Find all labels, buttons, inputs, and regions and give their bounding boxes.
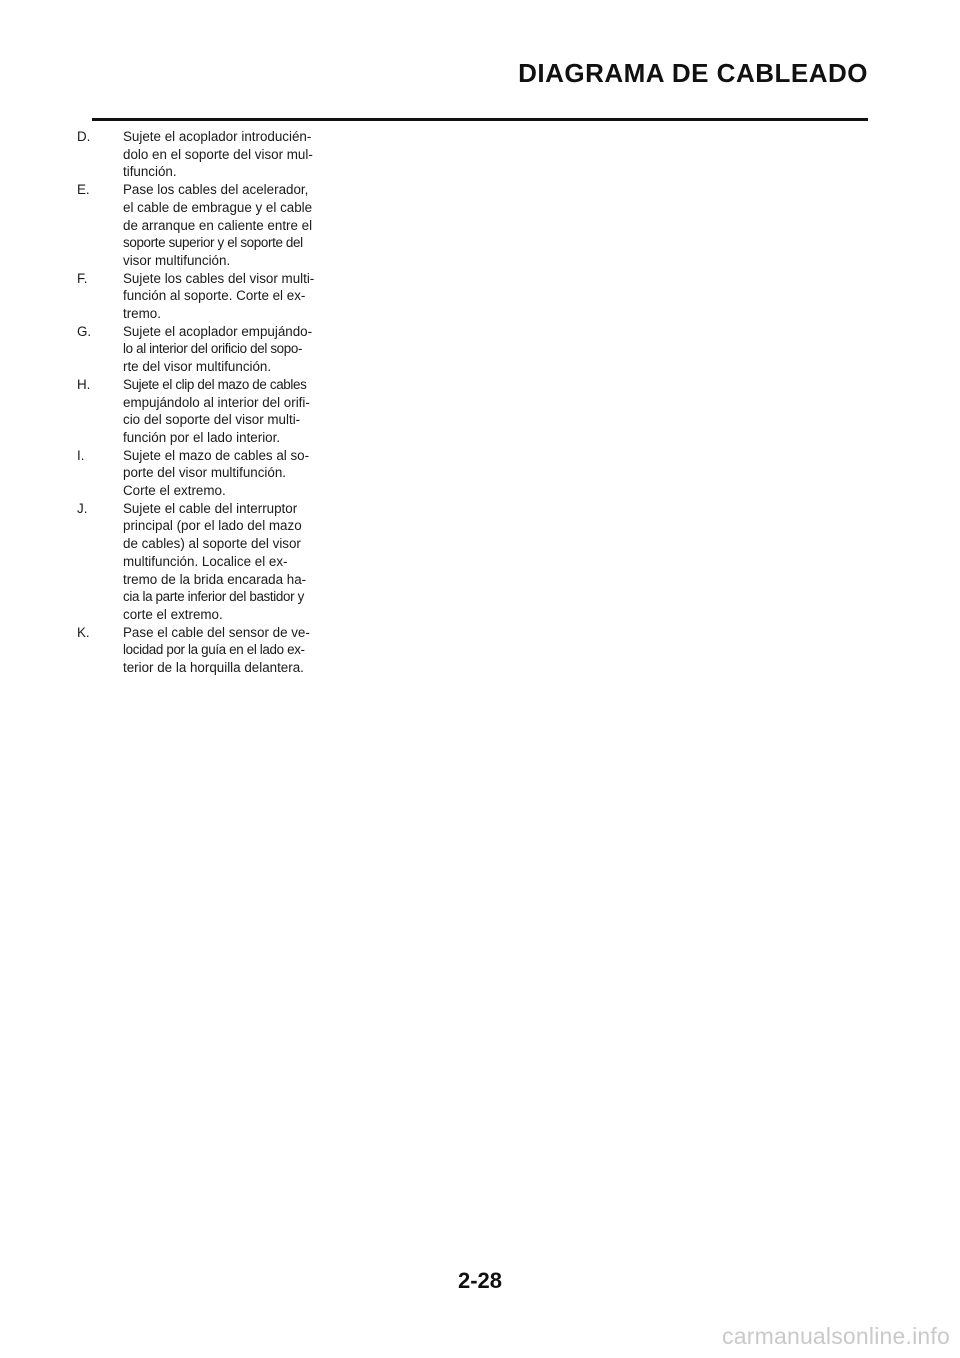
instruction-line: empujándolo al interior del orifi-	[123, 394, 310, 410]
watermark: carmanualsonline.info	[722, 1323, 950, 1349]
instruction-line: multifunción. Localice el ex-	[123, 553, 288, 569]
instruction-letter: F.	[77, 270, 88, 286]
instruction-letter: I.	[77, 447, 85, 463]
instruction-line: tremo.	[123, 306, 161, 322]
instruction-letter: H.	[77, 376, 91, 392]
instruction-line: Sujete los cables del visor multi-	[123, 270, 315, 286]
instruction-line: cio del soporte del visor multi-	[123, 412, 301, 428]
instruction-item-i	[77, 447, 339, 500]
instruction-line: lo al interior del orificio del sopo-	[123, 341, 303, 357]
instruction-line: Pase el cable del sensor de ve-	[123, 624, 310, 640]
instruction-item-e	[77, 181, 339, 270]
title-divider	[92, 118, 868, 121]
instruction-item-j	[77, 500, 339, 624]
instruction-line: Sujete el cable del interruptor	[123, 500, 298, 516]
instruction-line: soporte superior y el soporte del	[123, 235, 303, 251]
instruction-letter: D.	[77, 129, 91, 144]
instruction-line: locidad por la guía en el lado ex-	[123, 642, 305, 658]
instruction-letter: K.	[77, 624, 90, 640]
instruction-line: terior de la horquilla delantera.	[123, 660, 304, 676]
instruction-letter: J.	[77, 500, 88, 516]
instruction-line: Sujete el acoplador empujándo-	[123, 323, 313, 339]
instruction-line: cia la parte inferior del bastidor y	[123, 589, 304, 605]
instruction-line: rte del visor multifunción.	[123, 359, 272, 375]
page-title: DIAGRAMA DE CABLEADO	[518, 58, 868, 88]
page-number: 2-28	[457, 1268, 503, 1293]
instruction-line: el cable de embrague y el cable	[123, 199, 313, 215]
instruction-line: principal (por el lado del mazo	[123, 518, 302, 534]
instruction-letter: E.	[77, 182, 90, 198]
instruction-line: Sujete el clip del mazo de cables	[123, 376, 307, 392]
instruction-line: dolo en el soporte del visor mul-	[123, 146, 313, 162]
instruction-line: de arranque en caliente entre el	[123, 217, 313, 233]
instruction-line: porte del visor multifunción.	[123, 465, 286, 481]
instruction-line: tremo de la brida encarada ha-	[123, 571, 307, 587]
instruction-line: función por el lado interior.	[123, 429, 281, 445]
instruction-line: de cables) al soporte del visor	[123, 536, 301, 552]
instruction-line: corte el extremo.	[123, 606, 223, 622]
instruction-item-h	[77, 376, 339, 447]
instruction-item-k	[77, 624, 339, 677]
instruction-line: Sujete el acoplador introducién-	[123, 129, 312, 144]
instruction-item-f	[77, 270, 339, 323]
instruction-line: Corte el extremo.	[123, 483, 226, 499]
instruction-line: función al soporte. Corte el ex-	[123, 288, 306, 304]
instruction-list	[77, 128, 339, 677]
instruction-line: Sujete el mazo de cables al so-	[123, 447, 310, 463]
instruction-line: visor multifunción.	[123, 252, 231, 268]
instruction-letter: G.	[77, 323, 92, 339]
instruction-item-g	[77, 323, 339, 376]
instruction-line: Pase los cables del acelerador,	[123, 182, 309, 198]
instruction-line: tifunción.	[123, 164, 177, 180]
instruction-item-d	[77, 128, 339, 181]
